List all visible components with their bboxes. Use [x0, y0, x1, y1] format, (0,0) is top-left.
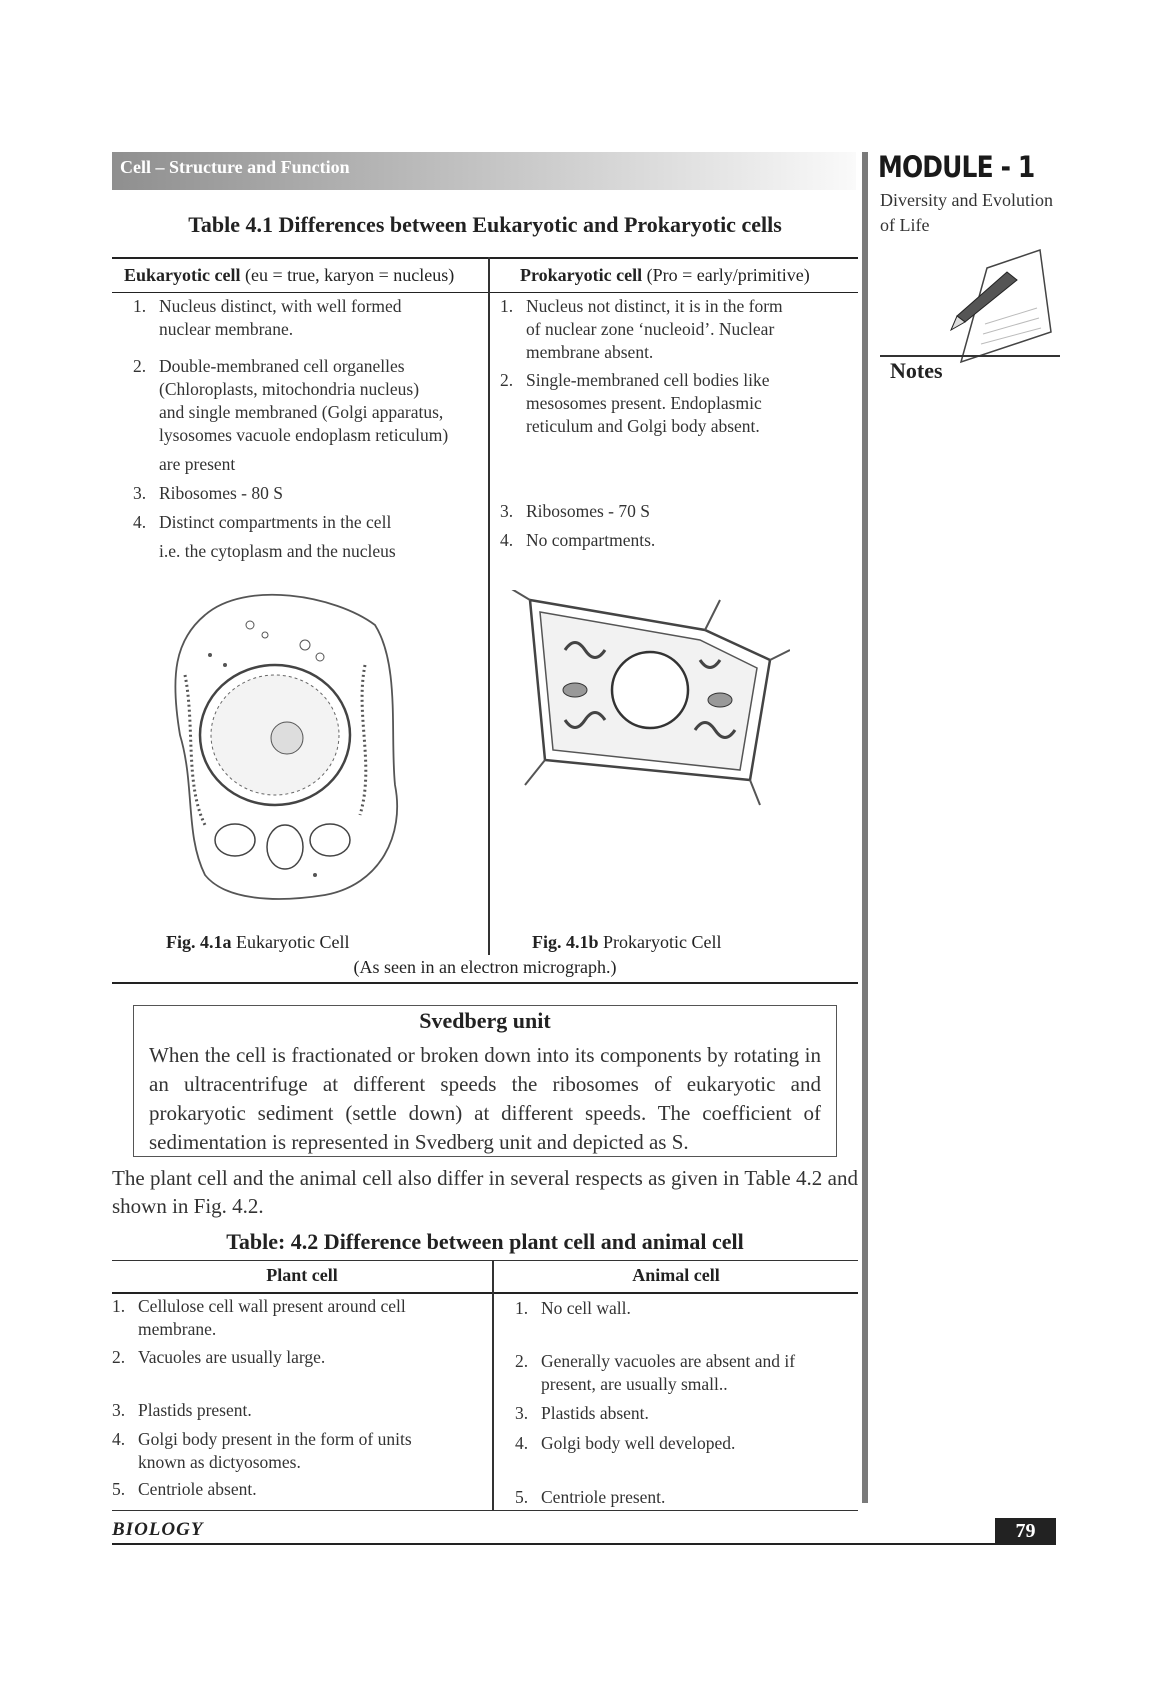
table2-plant-header: Plant cell — [266, 1265, 338, 1285]
table2-bottom-rule — [112, 1510, 858, 1511]
table2-animal-column — [515, 1297, 850, 1509]
margin-divider — [862, 152, 868, 1503]
table2-column-divider — [492, 1260, 494, 1510]
list-item: 3. Ribosomes - 80 S — [133, 483, 283, 503]
module-subtitle: Diversity and Evolution of Life — [880, 190, 1053, 235]
list-item: 4. No compartments. — [500, 530, 656, 550]
list-item: 3. Plastids absent. — [515, 1403, 649, 1423]
table1-bottom-rule — [112, 982, 858, 984]
table1-right-header: Prokaryotic cell (Pro = early/primitive) — [520, 265, 810, 285]
table1-left-column — [133, 295, 485, 563]
table1-top-rule — [112, 257, 858, 259]
table2-animal-header: Animal cell — [632, 1265, 720, 1285]
list-item: 1. Nucleus not distinct, it is in the form of nuclear zone ‘nucleoid’. Nuclear membrane absent. — [500, 296, 783, 362]
page-number: 79 — [995, 1518, 1056, 1545]
figure-note: (As seen in an electron micrograph.) — [353, 957, 617, 977]
figure-caption-a: Fig. 4.1a Eukaryotic Cell — [166, 932, 350, 952]
table2-caption: Table: 4.2 Difference between plant cell and animal cell — [226, 1229, 744, 1254]
list-item: 4. Distinct compartments in the cell i.e. the cytoplasm and the nucleus — [133, 512, 396, 561]
list-item: 1. No cell wall. — [515, 1298, 631, 1318]
svedberg-title: Svedberg unit — [419, 1008, 551, 1033]
notes-pencil-icon — [945, 244, 1055, 364]
table2-top-rule — [112, 1260, 858, 1261]
footer-subject: BIOLOGY — [112, 1519, 204, 1540]
module-label: MODULE - 1 — [878, 150, 1035, 184]
table1-right-column — [500, 295, 855, 552]
eukaryotic-cell-figure — [165, 585, 405, 905]
list-item: 2. Generally vacuoles are absent and if present, are usually small.. — [515, 1351, 796, 1394]
section-title: Cell – Structure and Function — [120, 157, 350, 177]
notes-divider — [880, 355, 1060, 357]
list-item: 4. Golgi body well developed. — [515, 1433, 736, 1453]
list-item: 2. Single-membraned cell bodies like mesosomes present. Endoplasmic reticulum and Golgi body absent. — [500, 370, 770, 436]
footer-rule — [112, 1543, 1056, 1545]
table2-plant-column — [112, 1295, 464, 1501]
list-item: 2. Vacuoles are usually large. — [112, 1347, 326, 1367]
list-item: 3. Plastids present. — [112, 1400, 252, 1420]
figure-caption-b: Fig. 4.1b Prokaryotic Cell — [532, 932, 722, 952]
list-item: 3. Ribosomes - 70 S — [500, 501, 650, 521]
table1-caption: Table 4.1 Differences between Eukaryotic and Prokaryotic cells — [188, 212, 782, 237]
list-item: 5. Centriole absent. — [112, 1479, 257, 1499]
notes-label: Notes — [890, 358, 943, 383]
list-item: 1. Cellulose cell wall present around cell membrane. — [112, 1296, 406, 1339]
body-paragraph: The plant cell and the animal cell also differ in several respects as given in Table 4.2 and shown in Fig. 4.2. — [112, 1166, 858, 1218]
section-header-band — [112, 152, 856, 190]
table1-left-header: Eukaryotic cell (eu = true, karyon = nucleus) — [124, 265, 455, 285]
list-item: 4. Golgi body present in the form of units known as dictyosomes. — [112, 1429, 412, 1472]
table2-header-rule — [112, 1292, 858, 1294]
table1-header-rule — [112, 292, 858, 293]
list-item: 1. Nucleus distinct, with well formed nuclear membrane. — [133, 296, 402, 339]
list-item: 5. Centriole present. — [515, 1487, 666, 1507]
prokaryotic-cell-figure — [505, 590, 790, 815]
svedberg-text: When the cell is fractionated or broken down into its components by rotating in an ultracentrifuge at different speeds the ribosomes of eukaryotic and prokaryotic sediment (settle down) at different speeds. The coefficient of sedimentation is represented in Svedberg unit and depicted as S. — [149, 1043, 821, 1154]
list-item: 2. Double-membraned cell organelles (Chloroplasts, mitochondria nucleus) and single membraned (Golgi apparatus, lysosomes vacuole endoplasm reticulum) are present — [133, 356, 449, 474]
table1-column-divider — [488, 257, 490, 955]
